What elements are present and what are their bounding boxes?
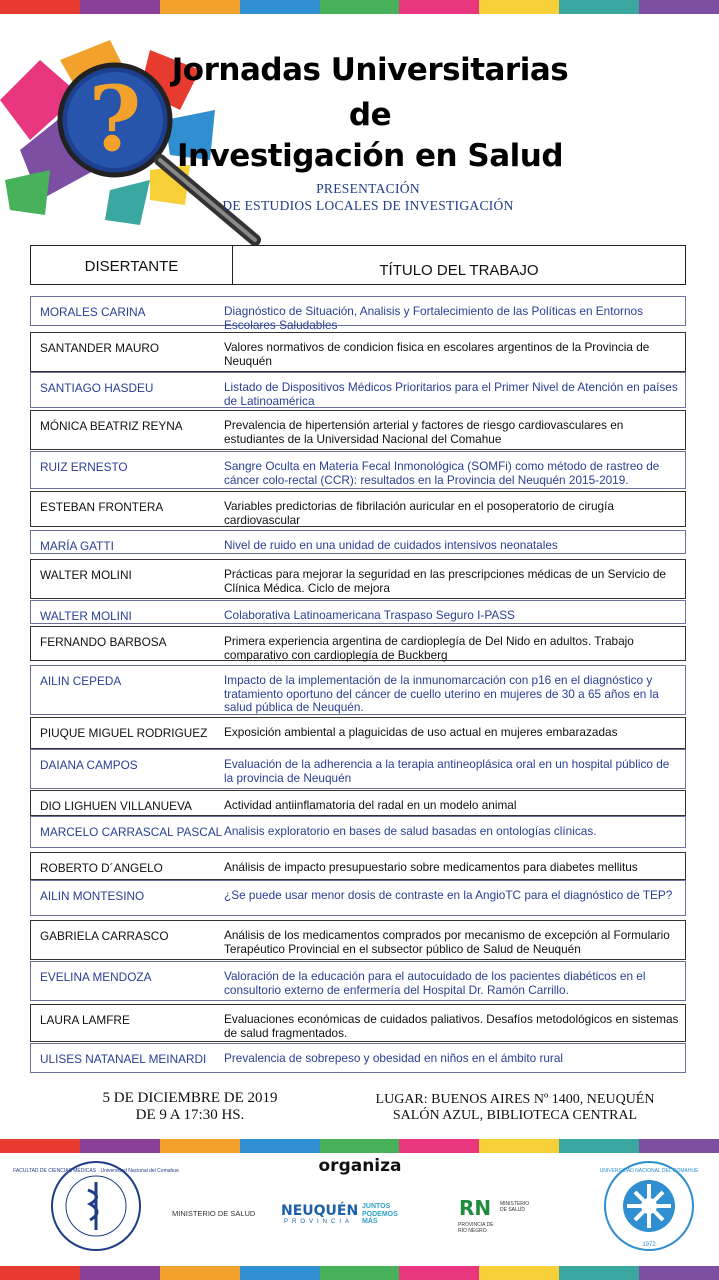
work-title: Actividad antiinflamatoria del radal en un modelo animal [224,798,517,812]
stripe-segment [0,1266,80,1280]
event-title-line-1: Jornadas Universitarias [171,52,569,88]
ministerio-salud-logo: MINISTERIO DE SALUD [172,1209,256,1218]
fcm-seal-text: FACULTAD DE CIENCIAS MÉDICAS · Universidad Nacional del Comahue [13,1168,179,1174]
table-row [30,491,686,527]
neuquen-provincia-label: PROVINCIA [284,1219,354,1225]
event-title-line-2: de [348,97,392,133]
table-row [30,749,686,789]
work-title: Nivel de ruido en una unidad de cuidados intensivos neonatales [224,538,558,552]
table-row [30,559,686,599]
stripe-segment [559,0,639,14]
event-room: SALÓN AZUL, BIBLIOTECA CENTRAL [392,1108,638,1123]
work-title: Análisis de impacto presupuestario sobre medicamentos para diabetes mellitus [224,860,638,874]
event-title-line-3: Investigación en Salud [176,138,564,174]
table-row [30,296,686,332]
work-title: ¿Se puede usar menor dosis de contraste en la AngioTC para el diagnóstico de TEP? [224,888,673,902]
rio-negro-provincia: PROVINCIA DE RÍO NEGRO [458,1222,494,1234]
speaker-name: FERNANDO BARBOSA [40,635,167,649]
speaker-name: RUIZ ERNESTO [40,460,128,474]
stripe-segment [240,0,320,14]
stripe-segment [320,1139,400,1153]
stripe-segment [80,1139,160,1153]
stripe-segment [0,1139,80,1153]
speaker-name: LAURA LAMFRE [40,1013,130,1027]
speaker-name: MARÍA GATTI [40,539,114,553]
work-title: Valoración de la educación para el autocuidado de los pacientes diabéticos en el consultorio externo de enfermería del Hospital Dr. Ramón Carrillo. [224,969,646,997]
unc-seal-year: 1972 [642,1242,656,1248]
stripe-segment [320,1266,400,1280]
stripe-segment [320,0,400,14]
stripe-segment [639,1266,719,1280]
work-title: Prevalencia de sobrepeso y obesidad en niños en el ámbito rural [224,1051,564,1065]
neuquen-logo: NEUQUÉN [281,1203,359,1219]
speaker-name: ROBERTO D´ANGELO [40,861,163,875]
event-date: 5 DE DICIEMBRE DE 2019 [102,1090,278,1106]
table-row [30,880,686,916]
table-row [30,961,686,1001]
stripe-segment [399,1266,479,1280]
speaker-name: PIUQUE MIGUEL RODRIGUEZ [40,726,208,740]
table-row [30,1043,686,1073]
table-row [30,790,686,816]
work-title: Primera experiencia argentina de cardioplegía de Del Nido en adultos. Trabajo comparativo con cardioplegía de Buckberg [224,634,634,662]
work-title: Análisis de los medicamentos comprados por mecanismo de excepción al Formulario Terapéutico Provincial en el subsector público de Salud de Neuquén [224,928,670,956]
stripe-segment [160,1266,240,1280]
work-title: Impacto de la implementación de la inmunomarcación con p16 en el diagnóstico y tratamiento oportuno del cáncer de cuello uterino en mujeres de 30 a 65 años en la salud pública de Neuquén. [224,673,659,714]
table-row [30,1004,686,1042]
table-row [30,332,686,372]
work-title: Diagnóstico de Situación, Analisis y Fortalecimiento de las Políticas en Entornos Escolares Saludables [224,304,644,332]
header-work-title: TÍTULO DEL TRABAJO [379,262,539,279]
speaker-name: AILIN MONTESINO [40,889,145,903]
table-row [30,530,686,554]
speaker-name: AILIN CEPEDA [40,674,122,688]
stripe-segment [479,1266,559,1280]
stripe-segment [399,0,479,14]
work-title: Valores normativos de condicion fisica en escolares argentinos de la Provincia de Neuquén [224,340,650,368]
work-title: Evaluaciones económicas de cuidados paliativos. Desafíos metodológicos en sistemas de salud fragmentados. [224,1012,679,1040]
stripe-segment [559,1139,639,1153]
header-speaker: DISERTANTE [31,246,233,284]
stripe-segment [639,1139,719,1153]
table-row [30,372,686,408]
rio-negro-logo: RN [459,1196,492,1220]
stripe-segment [160,0,240,14]
table-row [30,600,686,624]
table-row [30,852,686,880]
stripe-segment [639,0,719,14]
subtitle-line-1: PRESENTACIÓN [316,181,420,196]
table-row [30,816,686,848]
event-place: LUGAR: BUENOS AIRES Nº 1400, NEUQUÉN [375,1092,655,1107]
unc-seal-text: UNIVERSIDAD NACIONAL DEL COMAHUE [599,1168,699,1174]
stripe-segment [240,1266,320,1280]
speaker-name: DAIANA CAMPOS [40,758,138,772]
work-title: Colaborativa Latinoamericana Traspaso Seguro I-PASS [224,608,515,622]
speaker-name: SANTIAGO HASDEU [40,381,154,395]
work-title: Prevalencia de hipertensión arterial y factores de riesgo cardiovasculares en estudiantes de la Universidad Nacional del Comahue [224,418,624,446]
fcm-seal-logo [13,1160,179,1252]
juntos-podemos-mas-logo: JUNTOS PODEMOS MÁS [362,1203,398,1225]
organizer-label: organiza [318,1156,402,1176]
work-title: Variables predictorias de fibrilación auricular en el posoperatorio de cirugía cardiovascular [224,499,614,527]
stripe-segment [240,1139,320,1153]
work-title: Sangre Oculta en Materia Fecal Inmonológica (SOMFi) como método de rastreo de cáncer colo-rectal (CCR): resultados en la Provincia del Neuquén 2015-2019. [224,459,660,487]
stripe-segment [0,0,80,14]
speaker-name: ESTEBAN FRONTERA [40,500,164,514]
middle-color-stripe [0,1139,719,1153]
stripe-segment [160,1139,240,1153]
work-title: Listado de Dispositivos Médicos Prioritarios para el Primer Nivel de Atención en países de Latinoamérica [224,380,678,408]
svg-text:?: ? [88,66,142,172]
speaker-name: MARCELO CARRASCAL PASCAL [40,825,223,839]
table-header [30,245,686,285]
work-title: Evaluación de la adherencia a la terapia antineoplásica oral en un hospital público de la provincia de Neuquén [224,757,670,785]
stripe-segment [399,1139,479,1153]
top-color-stripe [0,0,719,14]
subtitle-line-2: DE ESTUDIOS LOCALES DE INVESTIGACIÓN [222,198,514,213]
table-row [30,626,686,661]
presentations-table [30,245,686,1066]
table-row [30,920,686,960]
stripe-segment [559,1266,639,1280]
stripe-segment [80,1266,160,1280]
speaker-name: EVELINA MENDOZA [40,970,152,984]
speaker-name: WALTER MOLINI [40,568,132,582]
table-row [30,665,686,715]
table-row [30,410,686,450]
speaker-name: WALTER MOLINI [40,609,132,623]
speaker-name: DIO LIGHUEN VILLANUEVA [40,799,192,813]
speaker-name: GABRIELA CARRASCO [40,929,169,943]
unc-seal-logo [599,1160,699,1252]
table-row [30,717,686,749]
speaker-name: MORALES CARINA [40,305,146,319]
bottom-color-stripe [0,1266,719,1280]
rio-negro-ministerio: MINISTERIO DE SALUD [500,1201,530,1213]
stripe-segment [479,0,559,14]
work-title: Prácticas para mejorar la seguridad en las prescripciones médicas de un Servicio de Clínica Médica. Ciclo de mejora [224,567,666,595]
speaker-name: MÓNICA BEATRIZ REYNA [40,419,183,433]
speaker-name: SANTANDER MAURO [40,341,160,355]
stripe-segment [479,1139,559,1153]
stripe-segment [80,0,160,14]
work-title: Exposición ambiental a plaguicidas de uso actual en mujeres embarazadas [224,725,618,739]
event-hours: DE 9 A 17:30 HS. [135,1107,245,1123]
speaker-name: ULISES NATANAEL MEINARDI [40,1052,207,1066]
work-title: Analisis exploratorio en bases de salud basadas en ontologías clínicas. [224,824,597,838]
table-row [30,451,686,489]
